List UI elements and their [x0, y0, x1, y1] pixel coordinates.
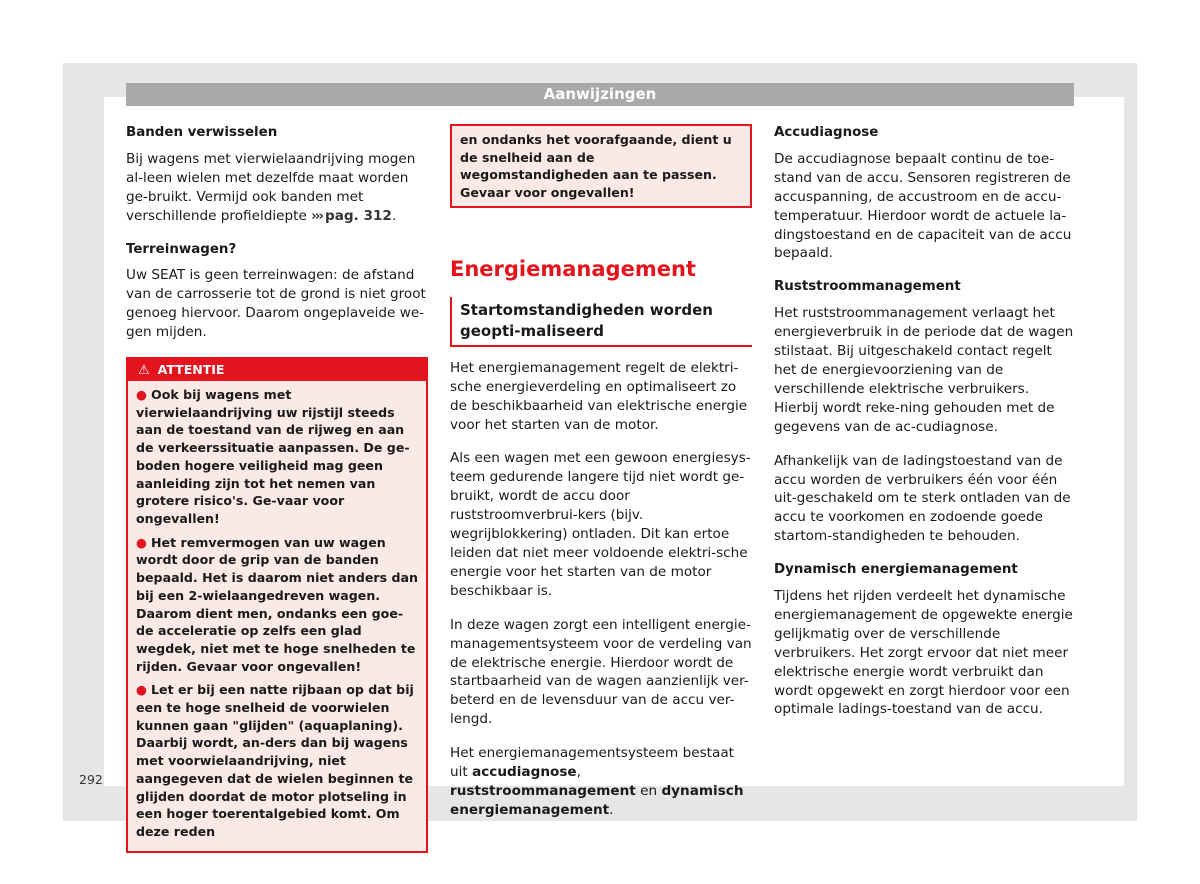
heading-ruststroommanagement: Ruststroommanagement: [774, 279, 961, 295]
column-right: [774, 124, 1076, 734]
paragraph-text: Het energiemanagementsysteem bestaat uit: [450, 745, 734, 781]
paragraph-ladingstoestand: Afhankelijk van de ladingstoestand van de accu worden de verbruikers één voor één uit-geschakeld om te sterk ontladen van de accu te voorkomen en zodoende goede startom-standigheden te behouden.: [774, 452, 1071, 545]
column-left: [126, 124, 428, 853]
paragraph-energie-3: In deze wagen zorgt een intelligent energie-managementsysteem voor de verdeling van de elektrische energie. Hierdoor wordt de startbaarheid van de wagen aanzienlijk ver-beterd en de levensduur van de accu ver-lengd.: [450, 616, 752, 728]
paragraph-banden-text: Bij wagens met vierwielaandrijving mogen al-leen wielen met dezelfde maat worden ge-bruikt. Vermijd ook banden met verschillende profieldiepte: [126, 150, 416, 224]
warning-item: [136, 386, 418, 528]
term-ruststroommanagement: ruststroommanagement: [450, 782, 636, 799]
warning-item: [136, 534, 418, 676]
warning-body: [128, 381, 426, 851]
warning-item-text: Het remvermogen van uw wagen wordt door de grip van de banden bepaald. Het is daarom niet anders dan bij een 2-wielaangedreven wagen. Daarom dient men, ondanks een goe-de acceleratie op zelfs een glad wegdek, niet met te hoge snelheden te rijden. Gevaar voor ongevallen!: [136, 534, 418, 674]
warning-header: [128, 359, 426, 381]
heading-accudiagnose: Accudiagnose: [774, 125, 879, 140]
heading-banden-verwisselen: Banden verwisselen: [126, 125, 278, 140]
section-header-bar: [126, 83, 1074, 106]
paragraph-energie-4: [450, 744, 752, 820]
paragraph-terreinwagen: Uw SEAT is geen terreinwagen: de afstand van de carrosserie tot de grond is niet groot genoeg hiervoor. Daarom ongeplaveide we-gen mijden.: [126, 267, 426, 341]
paragraph-text: ,: [576, 764, 581, 781]
section-title: Energiemanagement: [450, 256, 696, 281]
paragraph-text: en: [640, 782, 658, 799]
paragraph-banden-end: .: [391, 207, 397, 224]
paragraph-energie-2: Als een wagen met een gewoon energiesys-teem gedurende langere tijd niet wordt ge-bruikt, wordt de accu door ruststroomverbrui-kers (bijv. wegrijblokkering) ontladen. Dit kan ertoe leiden dat niet meer voldoende elektri-sche energie voor het starten van de motor beschikbaar is.: [450, 450, 751, 599]
paragraph-accudiagnose: De accudiagnose bepaalt continu de toe-stand van de accu. Sensoren registreren de accuspanning, de accustroom en de accu-temperatuur. Hierdoor wordt de actuele la-dingstoestand en de capaciteit van de accu bepaald.: [774, 150, 1072, 262]
page-reference-link[interactable]: [311, 208, 392, 224]
warning-box-continued: en ondanks het voorafgaande, dient u de snelheid aan de wegomstandigheden aan te passen. Gevaar voor ongevallen!: [450, 124, 752, 208]
bullet-icon: ●: [136, 534, 147, 550]
warning-title: ATTENTIE: [157, 362, 225, 378]
subsection-title: Startomstandigheden worden geopti-maliseerd: [450, 297, 752, 347]
paragraph-banden: [126, 150, 428, 226]
term-accudiagnose: accudiagnose: [472, 764, 577, 781]
column-middle: [450, 124, 752, 835]
section-header-title: Aanwijzingen: [543, 85, 657, 103]
warning-item-text: Let er bij een natte rijbaan op dat bij een te hoge snelheid de voorwielen kunnen gaan "glijden" (aquaplaning). Daarbij wordt, an-ders dan bij wagens met voorwielaandrijving, niet aangegeven dat de wielen beginnen te glijden doordat de motor plotseling in een hoger toerentalgebied komt. Om deze reden: [136, 682, 414, 839]
warning-triangle-icon: ⚠: [138, 363, 150, 379]
paragraph-dynamisch: Tijdens het rijden verdeelt het dynamische energiemanagement de opgewekte energie gelijkmatig over de verschillende verbruikers. Het zorgt ervoor dat niet meer elektrische energie wordt verbruikt dan wordt opgewekt en zorgt hierdoor voor een optimale ladings-toestand van de accu.: [774, 588, 1073, 718]
warning-item: [136, 681, 418, 840]
heading-dynamisch: Dynamisch energiemanagement: [774, 562, 1018, 578]
bullet-icon: ●: [136, 387, 147, 403]
warning-item-text: Ook bij wagens met vierwielaandrijving uw rijstijl steeds aan de toestand van de rijweg en aan de verkeerssituatie aanpassen. De ge-boden hogere veiligheid mag geen aanleiding zijn tot het nemen van grotere risico's. Ge-vaar voor ongevallen!: [136, 387, 410, 526]
paragraph-text: .: [609, 801, 614, 818]
bullet-icon: ●: [136, 682, 147, 698]
term-dynamisch: dynamisch energiemanagement: [450, 782, 744, 818]
reference-page-label: pag. 312: [324, 207, 392, 224]
reference-arrow-icon: ›››: [311, 207, 322, 224]
paragraph-energie-1: Het energiemanagement regelt de elektri-sche energieverdeling en optimaliseert zo de beschikbaarheid van elektrische energie voor het starten van de motor.: [450, 359, 748, 433]
heading-terreinwagen: Terreinwagen?: [126, 241, 237, 257]
warning-box: [126, 357, 428, 853]
paragraph-ruststroom: Het ruststroommanagement verlaagt het energieverbruik in de periode dat de wagen stilstaat. Bij uitgeschakeld contact regelt het de energievoorziening van de verschillende elektrische verbruikers. Hierbij wordt reke-ning gehouden met de gegevens van de ac-cudiagnose.: [774, 305, 1074, 435]
page-number: 292: [79, 772, 103, 787]
